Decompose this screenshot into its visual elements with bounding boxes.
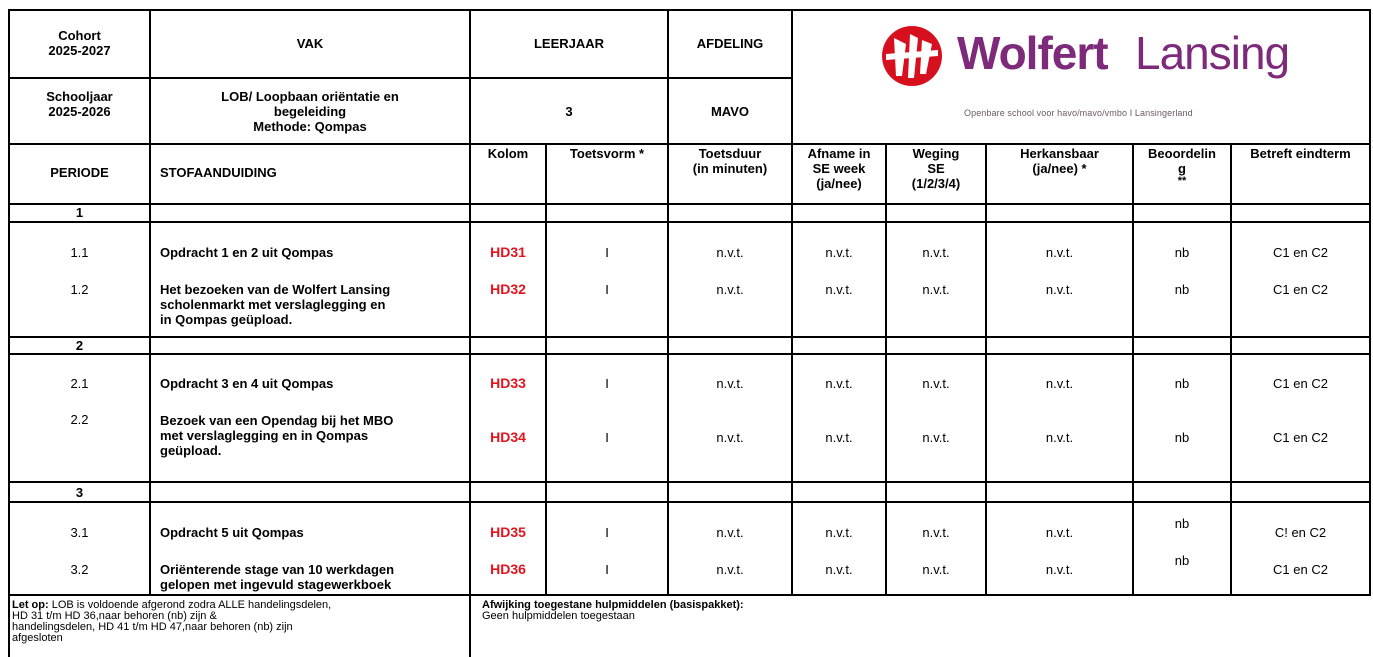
row-kolom: HD36 <box>490 561 526 577</box>
row-weging: n.v.t. <box>922 525 950 540</box>
row-weging: n.v.t. <box>922 562 950 577</box>
row-herkans: n.v.t. <box>1045 562 1074 577</box>
letop-line: LOB is voldoende afgerond zodra ALLE handelingsdelen, <box>48 599 332 611</box>
row-weging: n.v.t. <box>922 282 950 297</box>
row-stof: geüpload. <box>160 443 222 458</box>
row-stof: met verslaglegging en in Qompas <box>160 428 369 443</box>
row-stof: gelopen met ingevuld stagewerkboek <box>160 577 392 592</box>
row-toetsvorm: I <box>605 430 609 445</box>
row-kolom: HD33 <box>490 375 526 391</box>
row-stof: Opdracht 3 en 4 uit Qompas <box>160 376 334 391</box>
row-toetsvorm: I <box>605 525 609 540</box>
row-stof: in Qompas geüpload. <box>160 312 293 327</box>
row-herkans: n.v.t. <box>1045 245 1074 260</box>
row-afname: n.v.t. <box>825 376 853 391</box>
row-beoord: nb <box>1174 553 1190 568</box>
row-kolom: HD32 <box>490 281 526 297</box>
period-label: 1 <box>75 205 84 220</box>
col-herkans-1: Herkansbaar <box>1020 146 1099 161</box>
row-weging: n.v.t. <box>922 430 950 445</box>
row-afname: n.v.t. <box>825 430 853 445</box>
row-number: 2.2 <box>70 412 89 427</box>
row-toetsduur: n.v.t. <box>716 245 744 260</box>
col-weging-2: SE <box>927 161 945 176</box>
col-beoord-1: Beoordelin <box>1148 146 1216 161</box>
col-kolom: Kolom <box>487 146 529 161</box>
row-stof: scholenmarkt met verslaglegging en <box>160 297 386 312</box>
vak-line-2: begeleiding <box>273 104 347 119</box>
row-eindterm: C1 en C2 <box>1273 562 1328 577</box>
wolfert-emblem-icon <box>872 24 952 88</box>
row-toetsduur: n.v.t. <box>716 562 744 577</box>
row-herkans: n.v.t. <box>1045 376 1074 391</box>
row-weging: n.v.t. <box>922 376 950 391</box>
row-kolom: HD31 <box>490 244 526 260</box>
period-label: 3 <box>75 485 84 500</box>
col-toetsduur-1: Toetsduur <box>698 146 762 161</box>
row-herkans: n.v.t. <box>1045 430 1074 445</box>
col-afname-3: (ja/nee) <box>816 176 862 191</box>
row-toetsvorm: I <box>605 376 609 391</box>
leerjaar-label: LEERJAAR <box>533 36 605 51</box>
col-eindterm: Betreft eindterm <box>1250 146 1351 161</box>
logo-word-wolfert: Wolfert <box>957 27 1108 79</box>
row-afname: n.v.t. <box>825 245 853 260</box>
row-beoord: nb <box>1174 245 1190 260</box>
row-beoord: nb <box>1174 282 1190 297</box>
row-beoord: nb <box>1174 376 1190 391</box>
vak-label: VAK <box>296 36 324 51</box>
leerjaar-value: 3 <box>565 104 573 119</box>
row-number: 1.1 <box>70 245 89 260</box>
period-label: 2 <box>75 338 84 353</box>
row-toetsvorm: I <box>605 562 609 577</box>
letop-line: HD 31 t/m HD 36,naar behoren (nb) zijn & <box>12 610 217 622</box>
afdeling-label: AFDELING <box>696 36 764 51</box>
row-toetsduur: n.v.t. <box>716 282 744 297</box>
row-eindterm: C1 en C2 <box>1273 376 1328 391</box>
row-number: 3.2 <box>70 562 89 577</box>
logo-subtitle: Openbare school voor havo/mavo/vmbo I Lansingerland <box>964 108 1193 118</box>
afwijking-text: Geen hulpmiddelen toegestaan <box>482 610 635 622</box>
cohort-value: 2025-2027 <box>48 43 111 58</box>
row-number: 1.2 <box>70 282 89 297</box>
row-toetsvorm: I <box>605 245 609 260</box>
row-stof: Opdracht 5 uit Qompas <box>160 525 304 540</box>
letop-bold: Let op: <box>12 599 49 611</box>
row-toetsduur: n.v.t. <box>716 376 744 391</box>
letop-line: afgesloten <box>12 632 63 644</box>
cohort-label: Cohort <box>58 28 101 43</box>
row-stof: Bezoek van een Opendag bij het MBO <box>160 413 394 428</box>
row-eindterm: C1 en C2 <box>1273 282 1328 297</box>
col-afname-1: Afname in <box>807 146 871 161</box>
row-beoord: nb <box>1174 516 1190 531</box>
col-weging-1: Weging <box>912 146 960 161</box>
row-kolom: HD34 <box>490 429 526 445</box>
row-number: 3.1 <box>70 525 89 540</box>
afwijking-title: Afwijking toegestane hulpmiddelen (basispakket): <box>482 599 744 611</box>
vak-line-3: Methode: Qompas <box>253 119 367 134</box>
col-weging-3: (1/2/3/4) <box>911 176 961 191</box>
row-afname: n.v.t. <box>825 282 853 297</box>
row-afname: n.v.t. <box>825 562 853 577</box>
vak-line-1: LOB/ Loopbaan oriëntatie en <box>221 89 399 104</box>
col-beoord-3: ** <box>1177 175 1187 187</box>
col-toetsvorm: Toetsvorm * <box>569 146 645 161</box>
letop-line: handelingsdelen, HD 41 t/m HD 47,naar behoren (nb) zijn <box>12 621 293 633</box>
row-number: 2.1 <box>70 376 89 391</box>
row-stof: Oriënterende stage van 10 werkdagen <box>160 562 395 577</box>
row-eindterm: C! en C2 <box>1274 525 1327 540</box>
col-periode: PERIODE <box>50 165 109 180</box>
row-stof: Het bezoeken van de Wolfert Lansing <box>160 282 391 297</box>
row-stof: Opdracht 1 en 2 uit Qompas <box>160 245 334 260</box>
col-afname-2: SE week <box>812 161 866 176</box>
schooljaar-label: Schooljaar <box>46 89 113 104</box>
row-eindterm: C1 en C2 <box>1273 430 1328 445</box>
afdeling-value: MAVO <box>710 104 750 119</box>
row-herkans: n.v.t. <box>1045 525 1074 540</box>
row-kolom: HD35 <box>490 524 526 540</box>
row-toetsduur: n.v.t. <box>716 525 744 540</box>
row-eindterm: C1 en C2 <box>1273 245 1328 260</box>
row-afname: n.v.t. <box>825 525 853 540</box>
col-beoord-2: g <box>1178 161 1186 176</box>
row-weging: n.v.t. <box>922 245 950 260</box>
row-herkans: n.v.t. <box>1045 282 1074 297</box>
row-toetsduur: n.v.t. <box>716 430 744 445</box>
logo-word-lansing: Lansing <box>1135 27 1290 79</box>
row-beoord: nb <box>1174 430 1190 445</box>
schooljaar-value: 2025-2026 <box>48 104 111 119</box>
row-toetsvorm: I <box>605 282 609 297</box>
col-stof: STOFAANDUIDING <box>160 165 277 180</box>
col-herkans-2: (ja/nee) * <box>1032 161 1087 176</box>
col-toetsduur-2: (in minuten) <box>692 161 768 176</box>
